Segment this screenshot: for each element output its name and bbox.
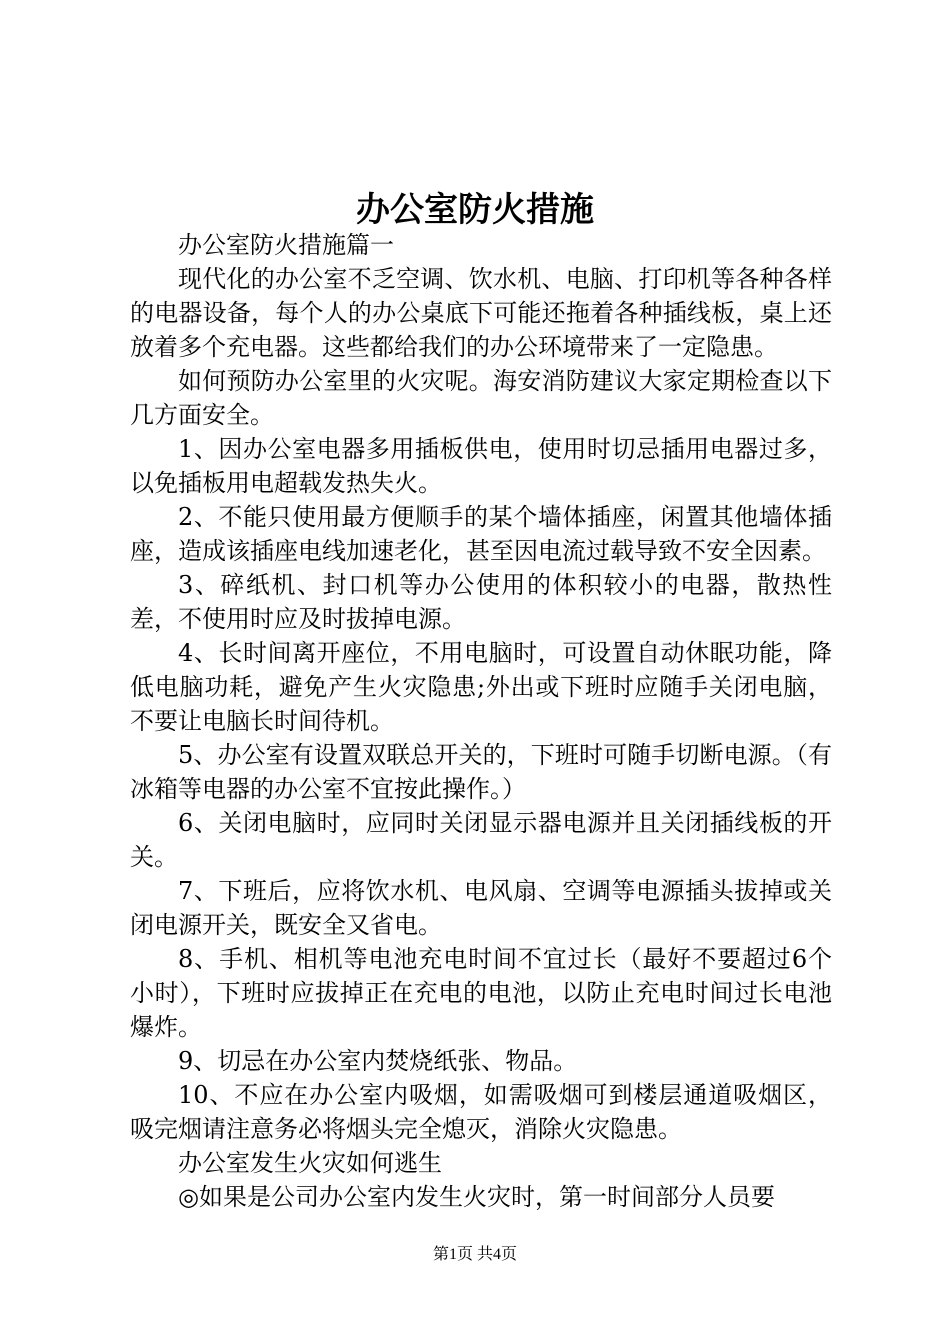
page-title: 办公室防火措施 (356, 190, 594, 230)
list-item: 4、长时间离开座位，不用电脑时，可设置自动休眠功能，降低电脑功耗，避免产生火灾隐患;外出或下班时应随手关闭电脑，不要让电脑长时间待机。 (130, 639, 832, 735)
list-item: 1、因办公室电器多用插板供电，使用时切忌插用电器过多，以免插板用电超载发热失火。 (130, 435, 832, 497)
paragraph: ◎如果是公司办公室内发生火灾时，第一时间部分人员要 (178, 1183, 775, 1211)
list-item: 8、手机、相机等电池充电时间不宜过长（最好不要超过6个小时），下班时应拔掉正在充电的电池，以防止充电时间过长电池爆炸。 (130, 945, 832, 1041)
section-heading: 办公室发生火灾如何逃生 (178, 1149, 442, 1177)
section-heading: 办公室防火措施篇一 (178, 231, 394, 259)
list-item: 5、办公室有设置双联总开关的，下班时可随手切断电源。（有冰箱等电器的办公室不宜按此操作。） (130, 741, 832, 803)
list-item: 2、不能只使用最方便顺手的某个墙体插座，闲置其他墙体插座，造成该插座电线加速老化，甚至因电流过载导致不安全因素。 (130, 503, 832, 565)
page-footer: 第1页 共4页 (432, 1246, 517, 1263)
list-item: 3、碎纸机、封口机等办公使用的体积较小的电器，散热性差，不使用时应及时拔掉电源。 (130, 571, 832, 633)
paragraph: 如何预防办公室里的火灾呢。海安消防建议大家定期检查以下几方面安全。 (130, 367, 832, 429)
paragraph: 现代化的办公室不乏空调、饮水机、电脑、打印机等各种各样的电器设备，每个人的办公桌底下可能还拖着各种插线板，桌上还放着多个充电器。这些都给我们的办公环境带来了一定隐患。 (130, 265, 832, 361)
list-item: 9、切忌在办公室内焚烧纸张、物品。 (178, 1047, 578, 1075)
document-body (130, 228, 832, 1214)
list-item: 7、下班后，应将饮水机、电风扇、空调等电源插头拔掉或关闭电源开关，既安全又省电。 (130, 877, 832, 939)
list-item: 10、不应在办公室内吸烟，如需吸烟可到楼层通道吸烟区，吸完烟请注意务必将烟头完全熄灭，消除火灾隐患。 (130, 1081, 832, 1143)
list-item: 6、关闭电脑时，应同时关闭显示器电源并且关闭插线板的开关。 (130, 809, 832, 871)
